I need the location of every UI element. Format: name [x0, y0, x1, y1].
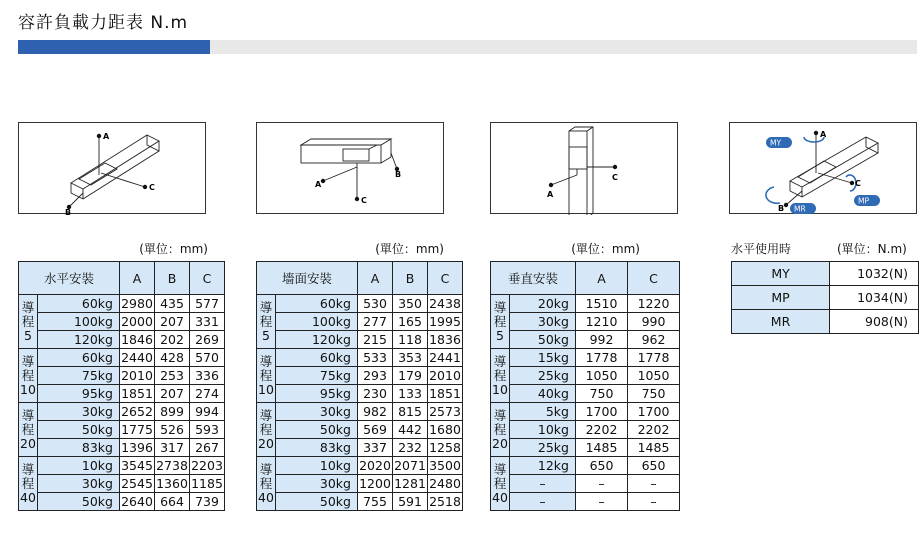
col-header-c: C: [190, 262, 225, 295]
moment-row: [732, 310, 919, 334]
stroke-value: 10: [20, 381, 36, 397]
axis-label-a: A: [315, 180, 322, 189]
value-cell: 1210: [576, 313, 628, 331]
stroke-value: 5: [496, 327, 504, 343]
load-cell: 30kg: [276, 403, 358, 421]
table-row: [257, 403, 463, 421]
stroke-char: 程: [21, 421, 35, 437]
value-cell: 2203: [191, 458, 223, 473]
stroke-value: 20: [258, 435, 274, 451]
value-cell: 336: [190, 367, 225, 385]
load-cell: 83kg: [38, 439, 120, 457]
value-cell: 215: [358, 331, 393, 349]
col-header-c: C: [628, 262, 680, 295]
load-cell: 12kg: [510, 457, 576, 475]
table-row: [19, 313, 225, 331]
load-cell: 95kg: [38, 385, 120, 403]
value-cell: 179: [393, 367, 428, 385]
table-wall-mount: [256, 261, 463, 511]
table-row: [491, 349, 680, 367]
table-row: [257, 349, 463, 367]
value-cell: 1846: [121, 332, 153, 347]
stroke-char: 程: [259, 421, 273, 437]
stroke-cell: [257, 403, 276, 457]
unit-label-vertical: (單位：mm): [571, 242, 640, 256]
stroke-cell: [19, 457, 38, 511]
stroke-char: 程: [21, 313, 35, 329]
table-row: [491, 421, 680, 439]
stroke-char: 導: [21, 353, 35, 369]
stroke-cell: [257, 349, 276, 403]
value-cell: 274: [190, 385, 225, 403]
title-underline: [18, 40, 917, 54]
stroke-cell: [19, 349, 38, 403]
diagram-vertical: [490, 122, 678, 214]
load-cell: 100kg: [276, 313, 358, 331]
value-cell: 1185: [191, 476, 223, 491]
load-cell: 50kg: [38, 493, 120, 511]
badge-my: MY: [770, 138, 782, 148]
value-cell: 277: [358, 313, 393, 331]
table-row: [257, 439, 463, 457]
table-row: [19, 385, 225, 403]
value-cell: –: [628, 493, 680, 511]
table-row: [257, 331, 463, 349]
stroke-cell: [491, 295, 510, 349]
table-row: [257, 493, 463, 511]
stroke-char: 程: [493, 421, 507, 437]
load-cell: 40kg: [510, 385, 576, 403]
load-cell: 60kg: [276, 349, 358, 367]
load-cell: 75kg: [38, 367, 120, 385]
table-row: [257, 313, 463, 331]
value-cell: 962: [628, 331, 680, 349]
table-horizontal-mount: [18, 261, 225, 511]
moment-name: MP: [732, 286, 830, 310]
value-cell: 650: [628, 457, 680, 475]
col-header-a: A: [358, 262, 393, 295]
stroke-value: 10: [258, 381, 274, 397]
value-cell: 1050: [576, 367, 628, 385]
value-cell: 982: [358, 403, 393, 421]
horizontal-mount-illustration: [19, 123, 207, 215]
moment-name: MY: [732, 262, 830, 286]
value-cell: 1485: [576, 439, 628, 457]
table-row: [257, 475, 463, 493]
stroke-char: 導: [493, 299, 507, 315]
moment-value: 908(N): [830, 310, 919, 334]
moment-unit-label: (單位：N.m): [837, 242, 907, 256]
axis-label-c: C: [855, 179, 861, 188]
stroke-cell: [491, 403, 510, 457]
value-cell: 750: [576, 385, 628, 403]
stroke-cell: [491, 349, 510, 403]
stroke-char: 程: [21, 367, 35, 383]
value-cell: 569: [358, 421, 393, 439]
moment-value: 1034(N): [830, 286, 919, 310]
stroke-char: 程: [493, 367, 507, 383]
load-cell: 75kg: [276, 367, 358, 385]
table-row: [19, 331, 225, 349]
moment-row: [732, 262, 919, 286]
mount-header: 水平安裝: [19, 262, 120, 295]
value-cell: 118: [393, 331, 428, 349]
value-cell: 435: [155, 295, 190, 313]
value-cell: 1778: [628, 349, 680, 367]
value-cell: 428: [155, 349, 190, 367]
diagram-wall: [256, 122, 444, 214]
value-cell: 2440: [121, 350, 153, 365]
stroke-char: 程: [493, 313, 507, 329]
value-cell: 207: [155, 385, 190, 403]
stroke-char: 程: [493, 475, 507, 491]
table-row: [19, 367, 225, 385]
table-row: [491, 295, 680, 313]
value-cell: 1851: [121, 386, 153, 401]
value-cell: 1220: [628, 295, 680, 313]
value-cell: –: [576, 475, 628, 493]
stroke-cell: [257, 295, 276, 349]
load-cell: 120kg: [276, 331, 358, 349]
stroke-char: 程: [21, 475, 35, 491]
mount-header: 垂直安裝: [491, 262, 576, 295]
value-cell: 1851: [429, 386, 461, 401]
value-cell: 1281: [394, 476, 426, 491]
value-cell: 994: [190, 403, 225, 421]
value-cell: 570: [190, 349, 225, 367]
value-cell: 1775: [121, 422, 153, 437]
stroke-char: 導: [493, 353, 507, 369]
value-cell: 990: [628, 313, 680, 331]
value-cell: 2071: [394, 458, 426, 473]
stroke-value: 5: [262, 327, 270, 343]
value-cell: –: [576, 493, 628, 511]
value-cell: 232: [393, 439, 428, 457]
value-cell: 1258: [429, 440, 461, 455]
value-cell: 750: [628, 385, 680, 403]
value-cell: 577: [190, 295, 225, 313]
badge-mp: MP: [858, 196, 869, 206]
value-cell: 2980: [121, 296, 153, 311]
value-cell: 1778: [576, 349, 628, 367]
load-cell: 5kg: [510, 403, 576, 421]
value-cell: 664: [155, 493, 190, 511]
load-cell: 30kg: [276, 475, 358, 493]
axis-label-a: A: [547, 190, 554, 199]
axis-label-c: C: [361, 196, 367, 205]
load-cell: 120kg: [38, 331, 120, 349]
table-row: [491, 493, 680, 511]
stroke-char: 導: [493, 407, 507, 423]
axis-label-c: C: [149, 183, 155, 192]
table-vertical-mount: [490, 261, 680, 511]
table-row: [19, 439, 225, 457]
stroke-cell: [19, 403, 38, 457]
value-cell: 650: [576, 457, 628, 475]
table-header-row: [19, 262, 225, 295]
table-row: [257, 367, 463, 385]
value-cell: 1485: [628, 439, 680, 457]
load-cell: 30kg: [38, 403, 120, 421]
page-title: 容許負載力距表 N.m: [18, 13, 189, 33]
diagram-horizontal: [18, 122, 206, 214]
value-cell: 1360: [156, 476, 188, 491]
table-row: [257, 421, 463, 439]
value-cell: 2518: [429, 494, 461, 509]
table-row: [19, 295, 225, 313]
stroke-value: 20: [492, 435, 508, 451]
load-cell: –: [510, 475, 576, 493]
value-cell: 1200: [359, 476, 391, 491]
value-cell: 293: [358, 367, 393, 385]
value-cell: 1680: [429, 422, 461, 437]
value-cell: 2438: [429, 296, 461, 311]
title-accent-bar: [18, 40, 210, 54]
value-cell: 2010: [429, 368, 461, 383]
table-row: [19, 475, 225, 493]
load-cell: 15kg: [510, 349, 576, 367]
value-cell: 2202: [628, 421, 680, 439]
value-cell: –: [628, 475, 680, 493]
vertical-mount-illustration: [491, 123, 679, 215]
stroke-char: 導: [21, 461, 35, 477]
value-cell: 899: [155, 403, 190, 421]
col-header-a: A: [120, 262, 155, 295]
value-cell: 2640: [121, 494, 153, 509]
wall-mount-illustration: [257, 123, 445, 215]
unit-label-horizontal: (單位：mm): [139, 242, 208, 256]
value-cell: 815: [393, 403, 428, 421]
stroke-cell: [257, 457, 276, 511]
stroke-char: 導: [259, 461, 273, 477]
value-cell: 530: [358, 295, 393, 313]
load-cell: 30kg: [510, 313, 576, 331]
value-cell: 133: [393, 385, 428, 403]
value-cell: 317: [155, 439, 190, 457]
load-cell: 60kg: [276, 295, 358, 313]
axis-label-c: C: [612, 173, 618, 182]
value-cell: 2441: [429, 350, 461, 365]
table-row: [19, 457, 225, 475]
stroke-char: 程: [259, 367, 273, 383]
table-row: [491, 475, 680, 493]
load-cell: 50kg: [510, 331, 576, 349]
value-cell: 269: [190, 331, 225, 349]
stroke-value: 10: [492, 381, 508, 397]
value-cell: 2652: [121, 404, 153, 419]
load-cell: 95kg: [276, 385, 358, 403]
value-cell: 350: [393, 295, 428, 313]
table-row: [491, 313, 680, 331]
axis-label-b: B: [65, 208, 72, 215]
table-header-row: [491, 262, 680, 295]
load-cell: 10kg: [510, 421, 576, 439]
value-cell: 2202: [576, 421, 628, 439]
stroke-char: 導: [493, 461, 507, 477]
value-cell: 2000: [121, 314, 153, 329]
value-cell: 755: [358, 493, 393, 511]
col-header-b: B: [155, 262, 190, 295]
value-cell: 3500: [429, 458, 461, 473]
table-row: [19, 403, 225, 421]
load-cell: 100kg: [38, 313, 120, 331]
moment-row: [732, 286, 919, 310]
value-cell: 230: [358, 385, 393, 403]
value-cell: 442: [393, 421, 428, 439]
load-cell: 50kg: [38, 421, 120, 439]
value-cell: 591: [393, 493, 428, 511]
value-cell: 593: [190, 421, 225, 439]
table-moments: [731, 261, 919, 334]
table-row: [19, 421, 225, 439]
load-cell: 50kg: [276, 493, 358, 511]
load-cell: 20kg: [510, 295, 576, 313]
value-cell: 337: [358, 439, 393, 457]
load-cell: –: [510, 493, 576, 511]
load-cell: 83kg: [276, 439, 358, 457]
stroke-char: 程: [259, 475, 273, 491]
value-cell: 353: [393, 349, 428, 367]
table-row: [491, 367, 680, 385]
value-cell: 3545: [121, 458, 153, 473]
value-cell: 2010: [121, 368, 153, 383]
table-row: [257, 457, 463, 475]
stroke-char: 導: [21, 299, 35, 315]
value-cell: 992: [576, 331, 628, 349]
col-header-b: B: [393, 262, 428, 295]
table-row: [491, 403, 680, 421]
value-cell: 739: [190, 493, 225, 511]
value-cell: 1396: [121, 440, 153, 455]
value-cell: 533: [358, 349, 393, 367]
stroke-char: 導: [259, 353, 273, 369]
load-cell: 25kg: [510, 367, 576, 385]
stroke-char: 程: [259, 313, 273, 329]
table-row: [491, 457, 680, 475]
value-cell: 1510: [576, 295, 628, 313]
moment-illustration: [730, 123, 918, 215]
axis-label-b: B: [778, 204, 785, 213]
load-cell: 10kg: [276, 457, 358, 475]
stroke-value: 40: [20, 489, 36, 505]
axis-label-a: A: [820, 130, 827, 139]
table-row: [257, 385, 463, 403]
load-cell: 50kg: [276, 421, 358, 439]
stroke-char: 導: [21, 407, 35, 423]
diagram-moments: [729, 122, 917, 214]
mount-header: 墻面安裝: [257, 262, 358, 295]
value-cell: 2573: [429, 404, 461, 419]
value-cell: 2738: [156, 458, 188, 473]
value-cell: 253: [155, 367, 190, 385]
value-cell: 207: [155, 313, 190, 331]
table-row: [19, 493, 225, 511]
value-cell: 2545: [121, 476, 153, 491]
stroke-cell: [491, 457, 510, 511]
table-row: [491, 439, 680, 457]
axis-label-b: B: [395, 170, 402, 179]
value-cell: 1836: [429, 332, 461, 347]
stroke-char: 導: [259, 407, 273, 423]
load-cell: 30kg: [38, 475, 120, 493]
value-cell: 1700: [576, 403, 628, 421]
table-row: [257, 295, 463, 313]
col-header-c: C: [428, 262, 463, 295]
table-row: [491, 385, 680, 403]
stroke-char: 導: [259, 299, 273, 315]
axis-label-a: A: [103, 132, 110, 141]
value-cell: 267: [190, 439, 225, 457]
value-cell: 1050: [628, 367, 680, 385]
stroke-cell: [19, 295, 38, 349]
badge-mr: MR: [794, 204, 806, 214]
load-cell: 25kg: [510, 439, 576, 457]
table-header-row: [257, 262, 463, 295]
value-cell: 526: [155, 421, 190, 439]
value-cell: 1700: [628, 403, 680, 421]
stroke-value: 5: [24, 327, 32, 343]
table-row: [19, 349, 225, 367]
load-cell: 60kg: [38, 295, 120, 313]
value-cell: 1995: [429, 314, 461, 329]
stroke-value: 40: [258, 489, 274, 505]
unit-label-wall: (單位：mm): [375, 242, 444, 256]
moment-value: 1032(N): [830, 262, 919, 286]
value-cell: 2480: [429, 476, 461, 491]
value-cell: 202: [155, 331, 190, 349]
value-cell: 331: [190, 313, 225, 331]
stroke-value: 40: [492, 489, 508, 505]
value-cell: 2020: [359, 458, 391, 473]
moment-name: MR: [732, 310, 830, 334]
moment-caption: 水平使用時: [731, 242, 792, 256]
col-header-a: A: [576, 262, 628, 295]
load-cell: 60kg: [38, 349, 120, 367]
stroke-value: 20: [20, 435, 36, 451]
value-cell: 165: [393, 313, 428, 331]
load-cell: 10kg: [38, 457, 120, 475]
table-row: [491, 331, 680, 349]
